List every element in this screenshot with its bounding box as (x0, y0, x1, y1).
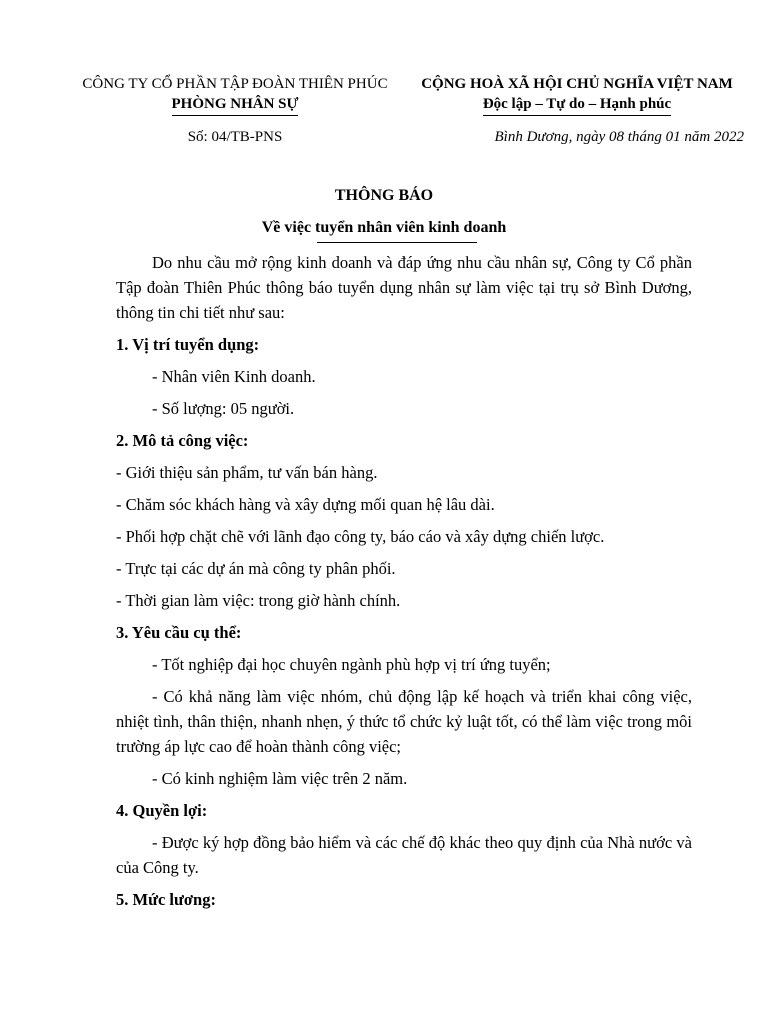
position-item: - Số lượng: 05 người. (152, 399, 295, 418)
description-item: - Chăm sóc khách hàng và xây dựng mối quan hệ lâu dài. (116, 495, 495, 514)
document-date: Bình Dương, ngày 08 tháng 01 năm 2022 (494, 129, 744, 145)
motto-label: Độc lập – Tự do – Hạnh phúc (483, 94, 671, 116)
requirement-item: - Có kinh nghiệm làm việc trên 2 năm. (152, 769, 408, 788)
department-label: PHÒNG NHÂN SỰ (172, 94, 299, 116)
requirement-item: - Tốt nghiệp đại học chuyên ngành phù hợp vị trí ứng tuyển; (152, 655, 551, 674)
benefit-item: - Được ký hợp đồng bảo hiểm và các chế độ khác theo quy định của Nhà nước và của Công ty. (116, 833, 692, 877)
section-heading-requirements: 3. Yêu cầu cụ thể: (116, 623, 242, 642)
position-item: - Nhân viên Kinh doanh. (152, 367, 316, 386)
department-name (60, 94, 410, 116)
document-title: THÔNG BÁO (334, 187, 434, 204)
company-name: CÔNG TY CỔ PHẦN TẬP ĐOÀN THIÊN PHÚC (82, 76, 388, 92)
national-motto (410, 94, 744, 116)
document-subtitle: Về việc tuyển nhân viên kinh doanh (261, 219, 507, 236)
section-heading-position: 1. Vị trí tuyển dụng: (116, 335, 260, 354)
document-body (116, 250, 692, 919)
national-heading-block (410, 74, 744, 116)
requirement-item: - Có khả năng làm việc nhóm, chủ động lập kế hoạch và triển khai công việc, nhiệt tình, thân thiện, nhanh nhẹn, ý thức tổ chức kỷ luật tốt, có thể làm việc trong môi trường áp lực cao để hoàn thành công việc; (116, 687, 692, 756)
nation-name: CỘNG HOÀ XÃ HỘI CHỦ NGHĨA VIỆT NAM (421, 76, 733, 92)
description-item: - Giới thiệu sản phẩm, tư vấn bán hàng. (116, 463, 378, 482)
document-number: Số: 04/TB-PNS (187, 129, 283, 145)
description-item: - Phối hợp chặt chẽ với lãnh đạo công ty, báo cáo và xây dựng chiến lược. (116, 527, 605, 546)
description-item: - Thời gian làm việc: trong giờ hành chính. (116, 591, 401, 610)
subtitle-underline (317, 242, 477, 243)
intro-paragraph: Do nhu cầu mở rộng kinh doanh và đáp ứng nhu cầu nhân sự, Công ty Cổ phần Tập đoàn Thiên Phúc thông báo tuyển dụng nhân sự làm việc tại trụ sở Bình Dương, thông tin chi tiết như sau: (116, 253, 692, 322)
section-heading-benefits: 4. Quyền lợi: (116, 801, 208, 820)
section-heading-description: 2. Mô tả công việc: (116, 431, 249, 450)
description-item: - Trực tại các dự án mà công ty phân phối. (116, 559, 396, 578)
issuer-block (60, 74, 410, 116)
section-heading-salary: 5. Mức lương: (116, 890, 216, 909)
